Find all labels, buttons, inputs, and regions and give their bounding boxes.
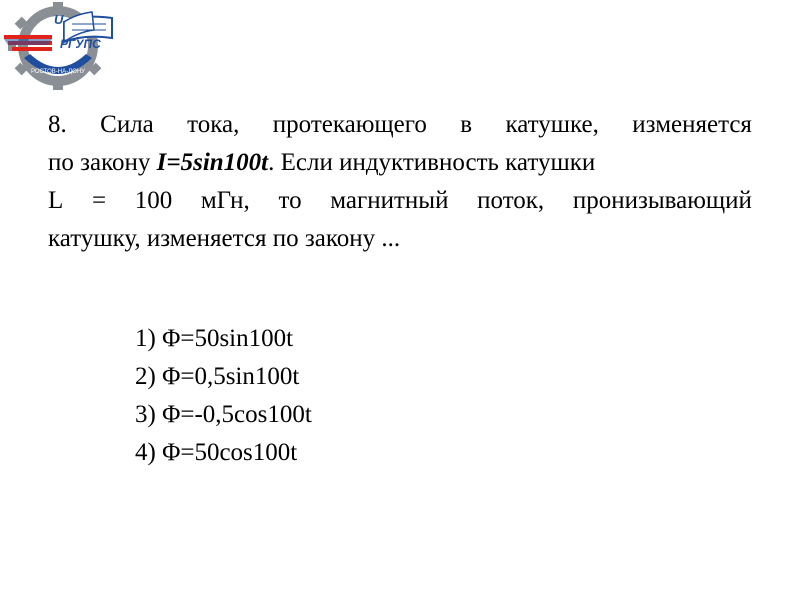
answer-option-4[interactable]: 4) Φ=50cos100t bbox=[135, 439, 298, 466]
problem-word: мГн, bbox=[200, 187, 250, 214]
problem-line-2 bbox=[48, 144, 752, 182]
logo-letter: U bbox=[54, 12, 64, 27]
problem-word: магнитный bbox=[330, 187, 449, 214]
problem-word: в bbox=[460, 111, 473, 138]
problem-word: катушке, bbox=[505, 111, 599, 138]
problem-text: . Если индуктивность катушки bbox=[268, 149, 596, 176]
problem-word: Сила bbox=[100, 111, 154, 138]
problem-word: 8. bbox=[48, 111, 67, 138]
answer-option-2[interactable]: 2) Φ=0,5sin100t bbox=[135, 363, 300, 390]
answer-option-1[interactable]: 1) Φ=50sin100t bbox=[135, 325, 294, 352]
problem-text: по закону bbox=[48, 149, 157, 176]
answer-option-3[interactable]: 3) Φ=-0,5cos100t bbox=[135, 401, 312, 428]
answer-options bbox=[135, 320, 312, 472]
problem-word: протекающего bbox=[272, 111, 427, 138]
problem-word: L bbox=[48, 187, 64, 214]
problem-line-4: катушку, изменяется по закону ... bbox=[48, 225, 401, 252]
problem-word: = bbox=[91, 187, 107, 214]
problem-word: поток, bbox=[477, 187, 545, 214]
logo-abbreviation: РГУПС bbox=[60, 37, 101, 51]
problem-word: тока, bbox=[187, 111, 240, 138]
university-logo bbox=[2, 2, 120, 90]
problem-statement bbox=[48, 106, 752, 258]
current-formula: I=5sin100t bbox=[156, 149, 269, 176]
problem-word: пронизывающий bbox=[572, 187, 752, 214]
problem-line-1 bbox=[48, 106, 752, 144]
logo-city: РОСТОВ-НА-ДОНУ bbox=[31, 69, 85, 75]
problem-word: 100 bbox=[134, 187, 173, 214]
problem-word: то bbox=[278, 187, 302, 214]
problem-line-3 bbox=[48, 182, 752, 220]
problem-word: изменяется bbox=[632, 111, 752, 138]
